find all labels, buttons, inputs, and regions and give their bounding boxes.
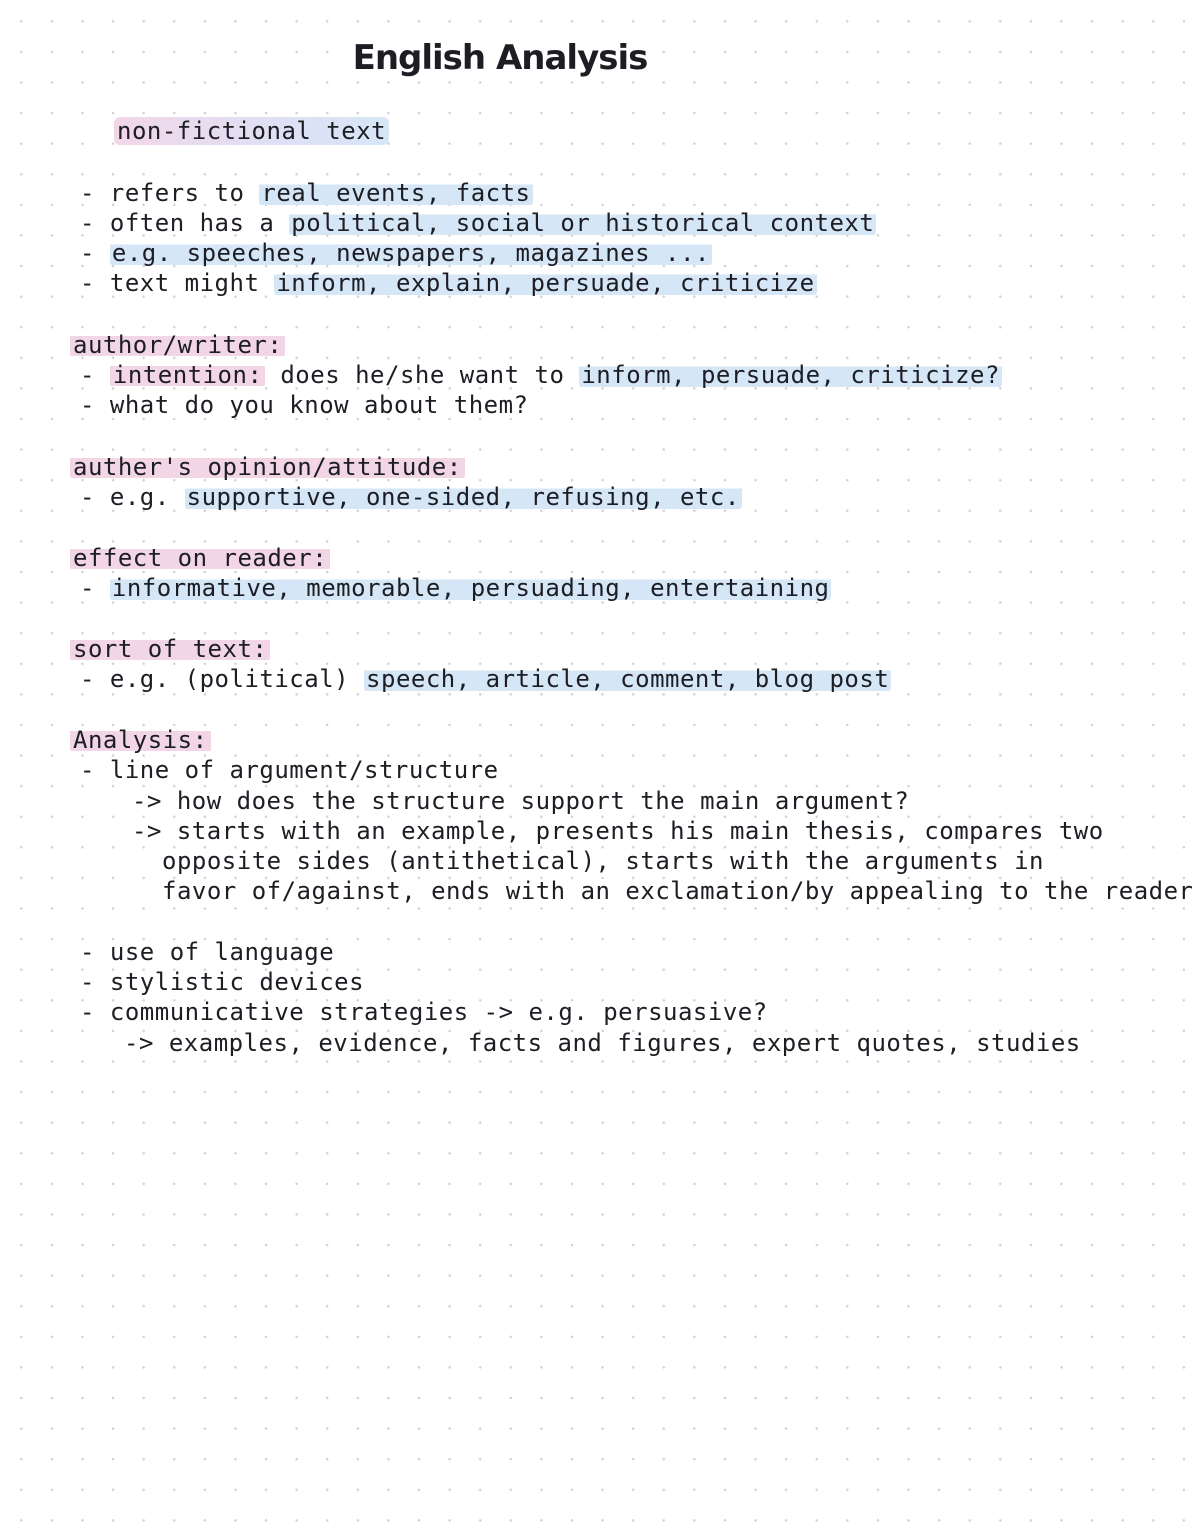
item-text: text might bbox=[109, 269, 275, 297]
sub-item: -> starts with an example, presents his main thesis, compares two bbox=[132, 817, 1104, 845]
sub-item-cont: favor of/against, ends with an exclamation/by appealing to the reader bbox=[162, 877, 1194, 905]
item-text: often has a bbox=[109, 209, 290, 237]
item-text: does he/she want to bbox=[265, 361, 580, 389]
bullet: - bbox=[80, 483, 110, 511]
item-highlight: inform, persuade, criticize? bbox=[581, 361, 1000, 389]
list-item bbox=[80, 268, 817, 298]
list-item bbox=[80, 664, 891, 694]
sub-item: -> examples, evidence, facts and figures, expert quotes, studies bbox=[124, 1029, 1081, 1057]
list-item bbox=[80, 178, 533, 208]
item-highlight: e.g. speeches, newspapers, magazines ... bbox=[111, 239, 710, 267]
item-highlight: inform, explain, persuade, criticize bbox=[276, 269, 815, 297]
bullet: - bbox=[80, 239, 110, 267]
heading-author-text: author/writer: bbox=[70, 331, 285, 359]
heading-opinion bbox=[70, 452, 465, 482]
sub-item-cont: opposite sides (antithetical), starts with the arguments in bbox=[162, 847, 1045, 875]
list-item bbox=[80, 360, 1002, 390]
heading-opinion-text: auther's opinion/attitude: bbox=[70, 453, 465, 481]
list-item bbox=[80, 208, 876, 238]
item-text: refers to bbox=[109, 179, 260, 207]
item-highlight: informative, memorable, persuading, entertaining bbox=[111, 574, 830, 602]
bullet: - bbox=[80, 361, 110, 389]
heading-nonfiction-text: non-fictional text bbox=[114, 117, 389, 145]
bullet: - bbox=[80, 665, 110, 693]
list-item: - line of argument/structure bbox=[80, 756, 499, 784]
bullet: - bbox=[80, 209, 110, 237]
bullet: - bbox=[80, 391, 110, 419]
list-item bbox=[80, 390, 528, 420]
heading-analysis-text: Analysis: bbox=[70, 726, 211, 754]
item-text: e.g. (political) bbox=[109, 665, 365, 693]
item-highlight: intention: bbox=[110, 361, 266, 389]
heading-author bbox=[70, 330, 285, 360]
list-item bbox=[80, 482, 742, 512]
heading-effect bbox=[70, 543, 330, 573]
heading-effect-text: effect on reader: bbox=[70, 544, 330, 572]
bullet: - bbox=[80, 179, 110, 207]
item-text: what do you know about them? bbox=[109, 391, 529, 419]
heading-sort bbox=[70, 634, 270, 664]
item-highlight: supportive, one-sided, refusing, etc. bbox=[186, 483, 740, 511]
item-text: e.g. bbox=[109, 483, 185, 511]
list-item: - stylistic devices bbox=[80, 968, 365, 996]
heading-nonfiction bbox=[114, 116, 389, 146]
item-highlight: political, social or historical context bbox=[291, 209, 875, 237]
bullet: - bbox=[80, 269, 110, 297]
list-item bbox=[80, 238, 712, 268]
list-item: - use of language bbox=[80, 938, 335, 966]
list-item bbox=[80, 573, 831, 603]
page-title: English Analysis bbox=[352, 38, 648, 78]
item-highlight: real events, facts bbox=[261, 179, 531, 207]
list-item: - communicative strategies -> e.g. persuasive? bbox=[80, 998, 768, 1026]
bullet: - bbox=[80, 574, 110, 602]
heading-sort-text: sort of text: bbox=[70, 635, 270, 663]
heading-analysis bbox=[70, 725, 211, 755]
item-highlight: speech, article, comment, blog post bbox=[366, 665, 890, 693]
sub-item: -> how does the structure support the main argument? bbox=[132, 787, 910, 815]
